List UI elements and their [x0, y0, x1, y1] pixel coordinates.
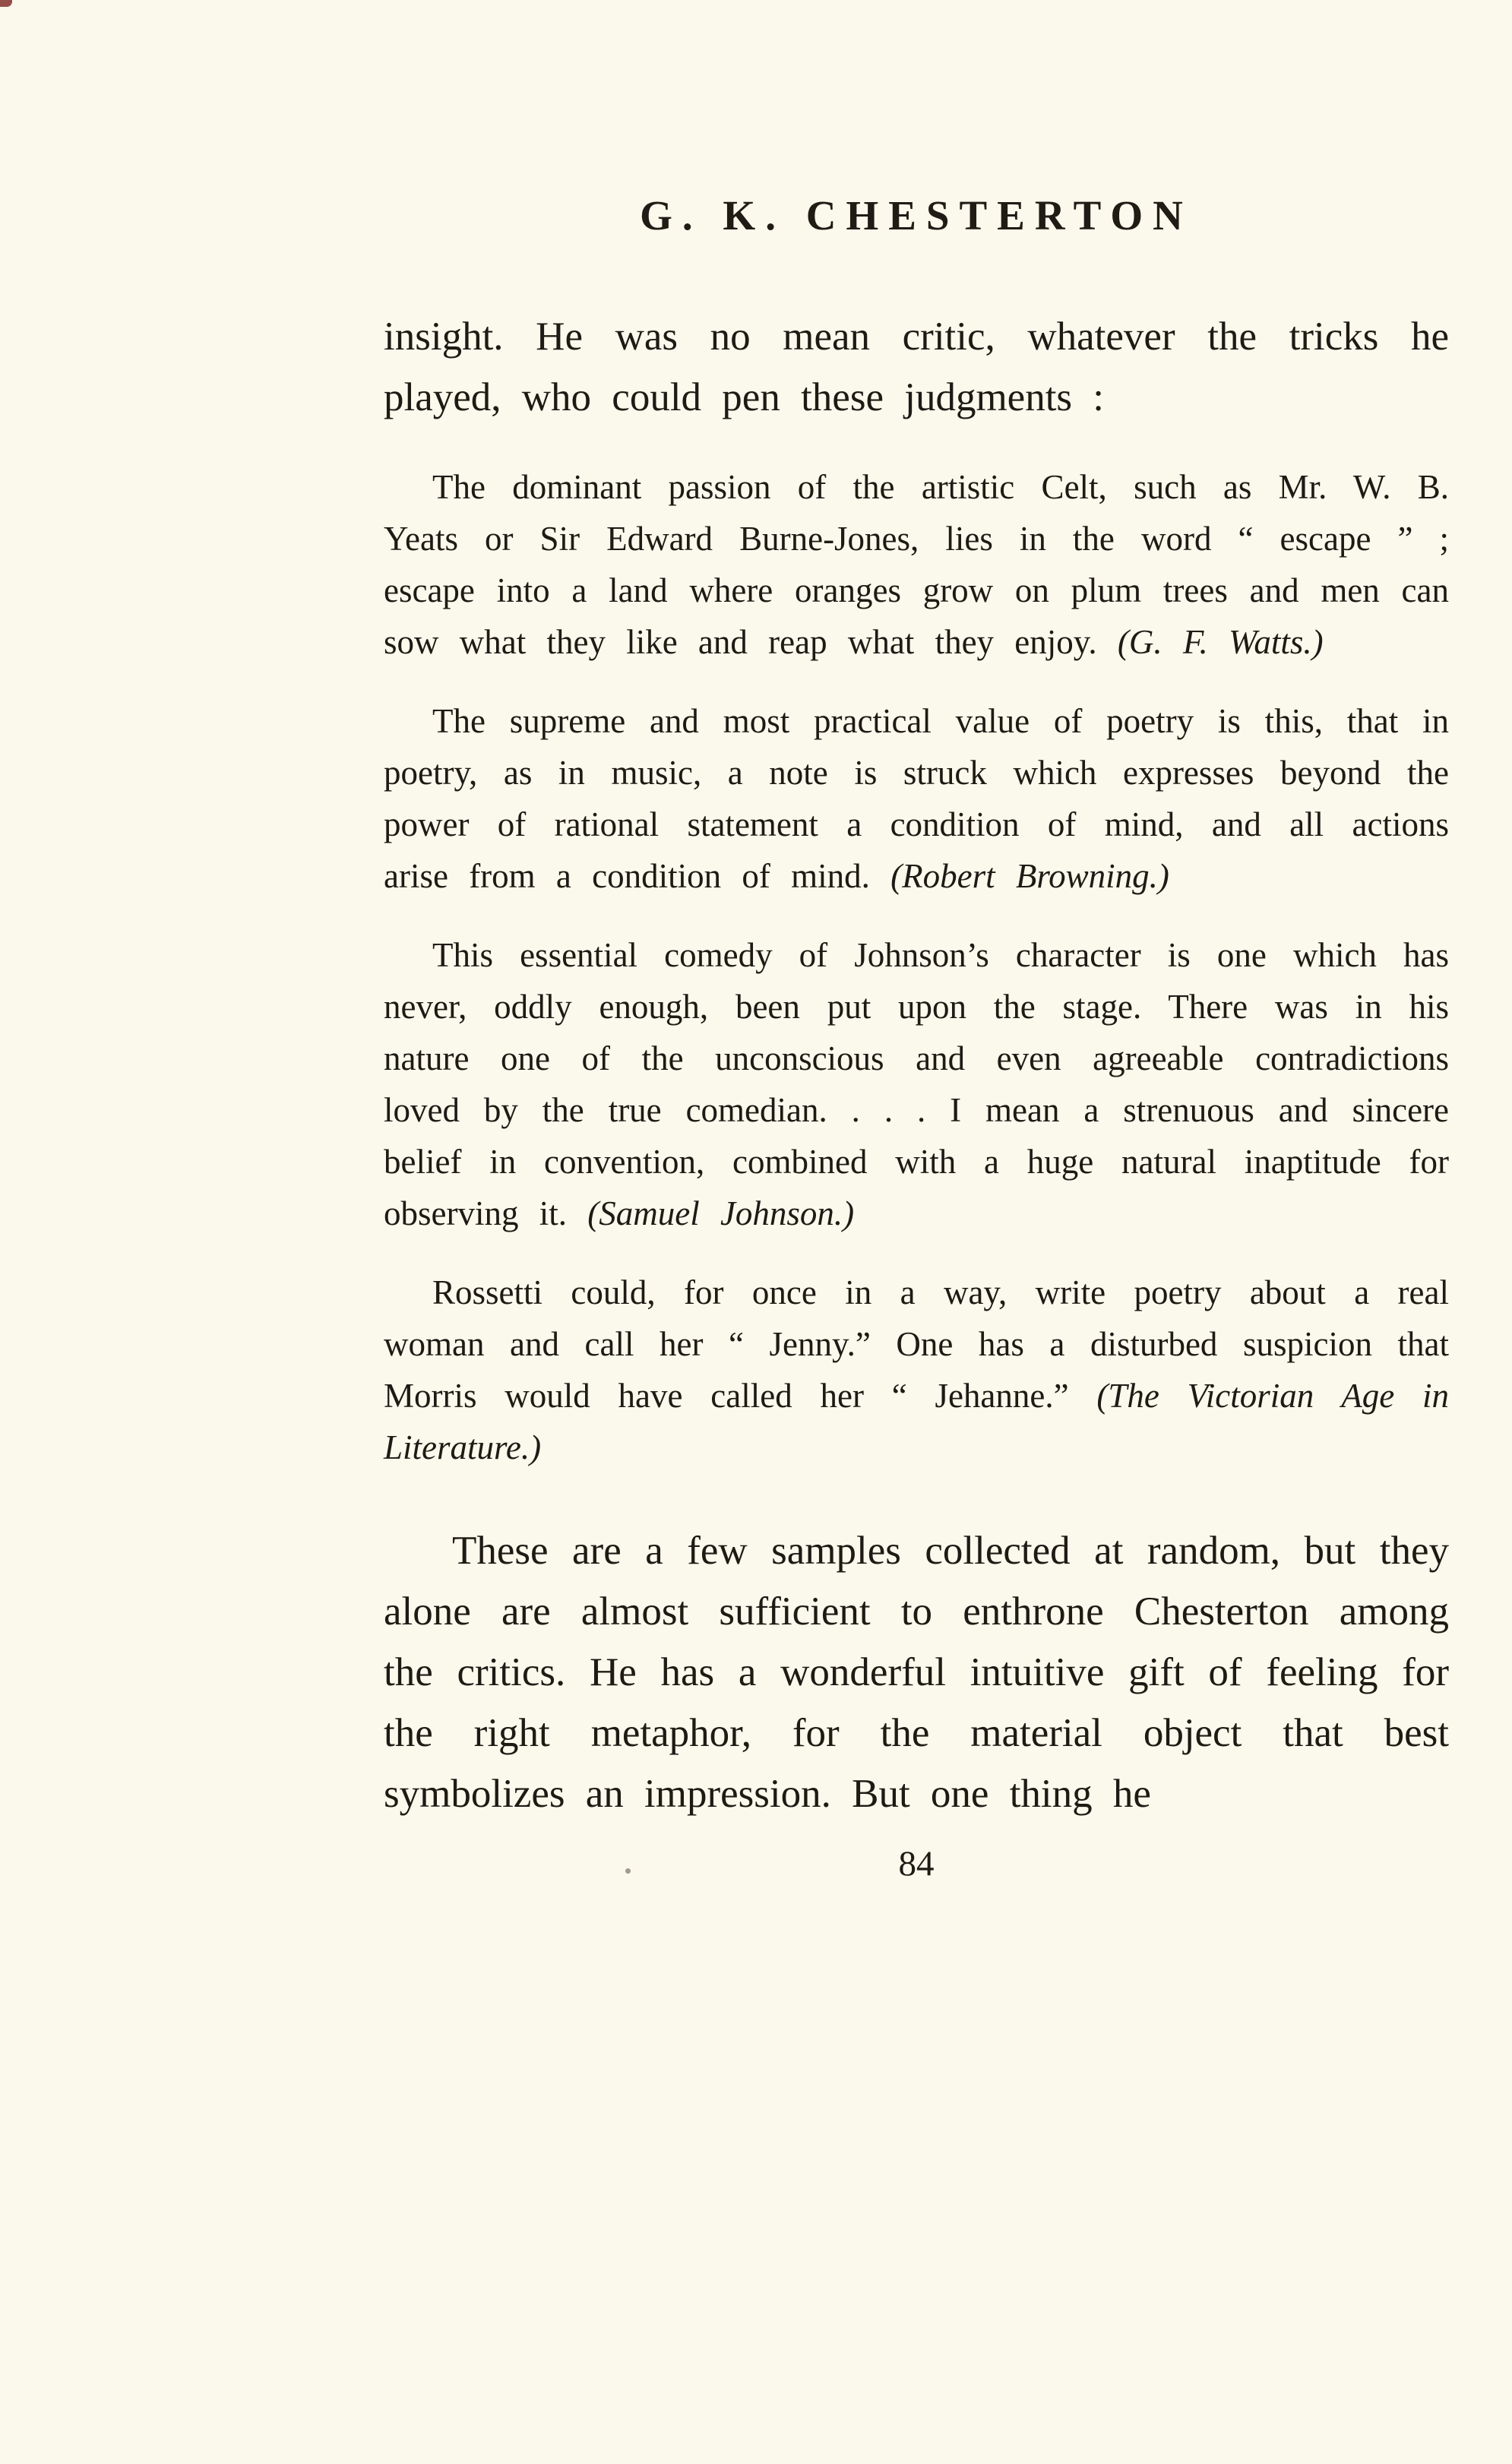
scan-artifact-dot: [625, 1868, 631, 1874]
quote-johnson-attribution: (Samuel Johnson.): [587, 1194, 855, 1232]
paragraph-closing: These are a few samples collected at random, but they alone are almost sufficient to enthrone Chesterton among the critics. He has a wonderful intuitive gift of feeling for the right metaphor, for the material object that best symbolizes an impression. But one thing he: [384, 1529, 1449, 1816]
quote-browning: [384, 695, 1449, 902]
running-header: G. K. CHESTERTON: [640, 192, 1193, 239]
quote-johnson-text: This essential comedy of Johnson’s character is one which has never, oddly enough, been put upon the stage. There was in his nature one of the unconscious and even agreeable contradictions loved by the true comedian. . . . I mean a strenuous and sincere belief in convention, combined with a huge natural inaptitude for observing it.: [384, 936, 1449, 1232]
quote-victorian-age-text: Rossetti could, for once in a way, write poetry about a real woman and call her “ Jenny.” One has a disturbed suspicion that Morris would have called her “ Jehanne.”: [384, 1273, 1449, 1415]
quote-browning-attribution: (Robert Browning.): [890, 857, 1169, 895]
quote-watts-attribution: (G. F. Watts.): [1117, 623, 1324, 661]
page-footer: [384, 1842, 1449, 1885]
page-content: [384, 191, 1449, 1885]
quote-watts-text: The dominant passion of the artistic Celt, such as Mr. W. B. Yeats or Sir Edward Burne-Jones, lies in the word “ escape ” ; escape into a land where oranges grow on plum trees and men can sow what they like and reap what they enjoy.: [384, 468, 1449, 661]
quote-watts: [384, 461, 1449, 668]
quote-browning-text: The supreme and most practical value of poetry is this, that in poetry, as in music, a note is struck which expresses beyond the power of rational statement a condition of mind, and all actions arise from a condition of mind.: [384, 702, 1449, 895]
paragraph-intro: insight. He was no mean critic, whatever the tricks he played, who could pen these judgments :: [384, 315, 1449, 419]
quote-victorian-age: [384, 1267, 1449, 1473]
page-number: 84: [898, 1844, 935, 1884]
scan-artifact-corner: [0, 0, 12, 7]
quote-johnson: [384, 929, 1449, 1239]
quote-victorian-age-attribution: (The Victorian Age in Literature.): [384, 1377, 1449, 1466]
